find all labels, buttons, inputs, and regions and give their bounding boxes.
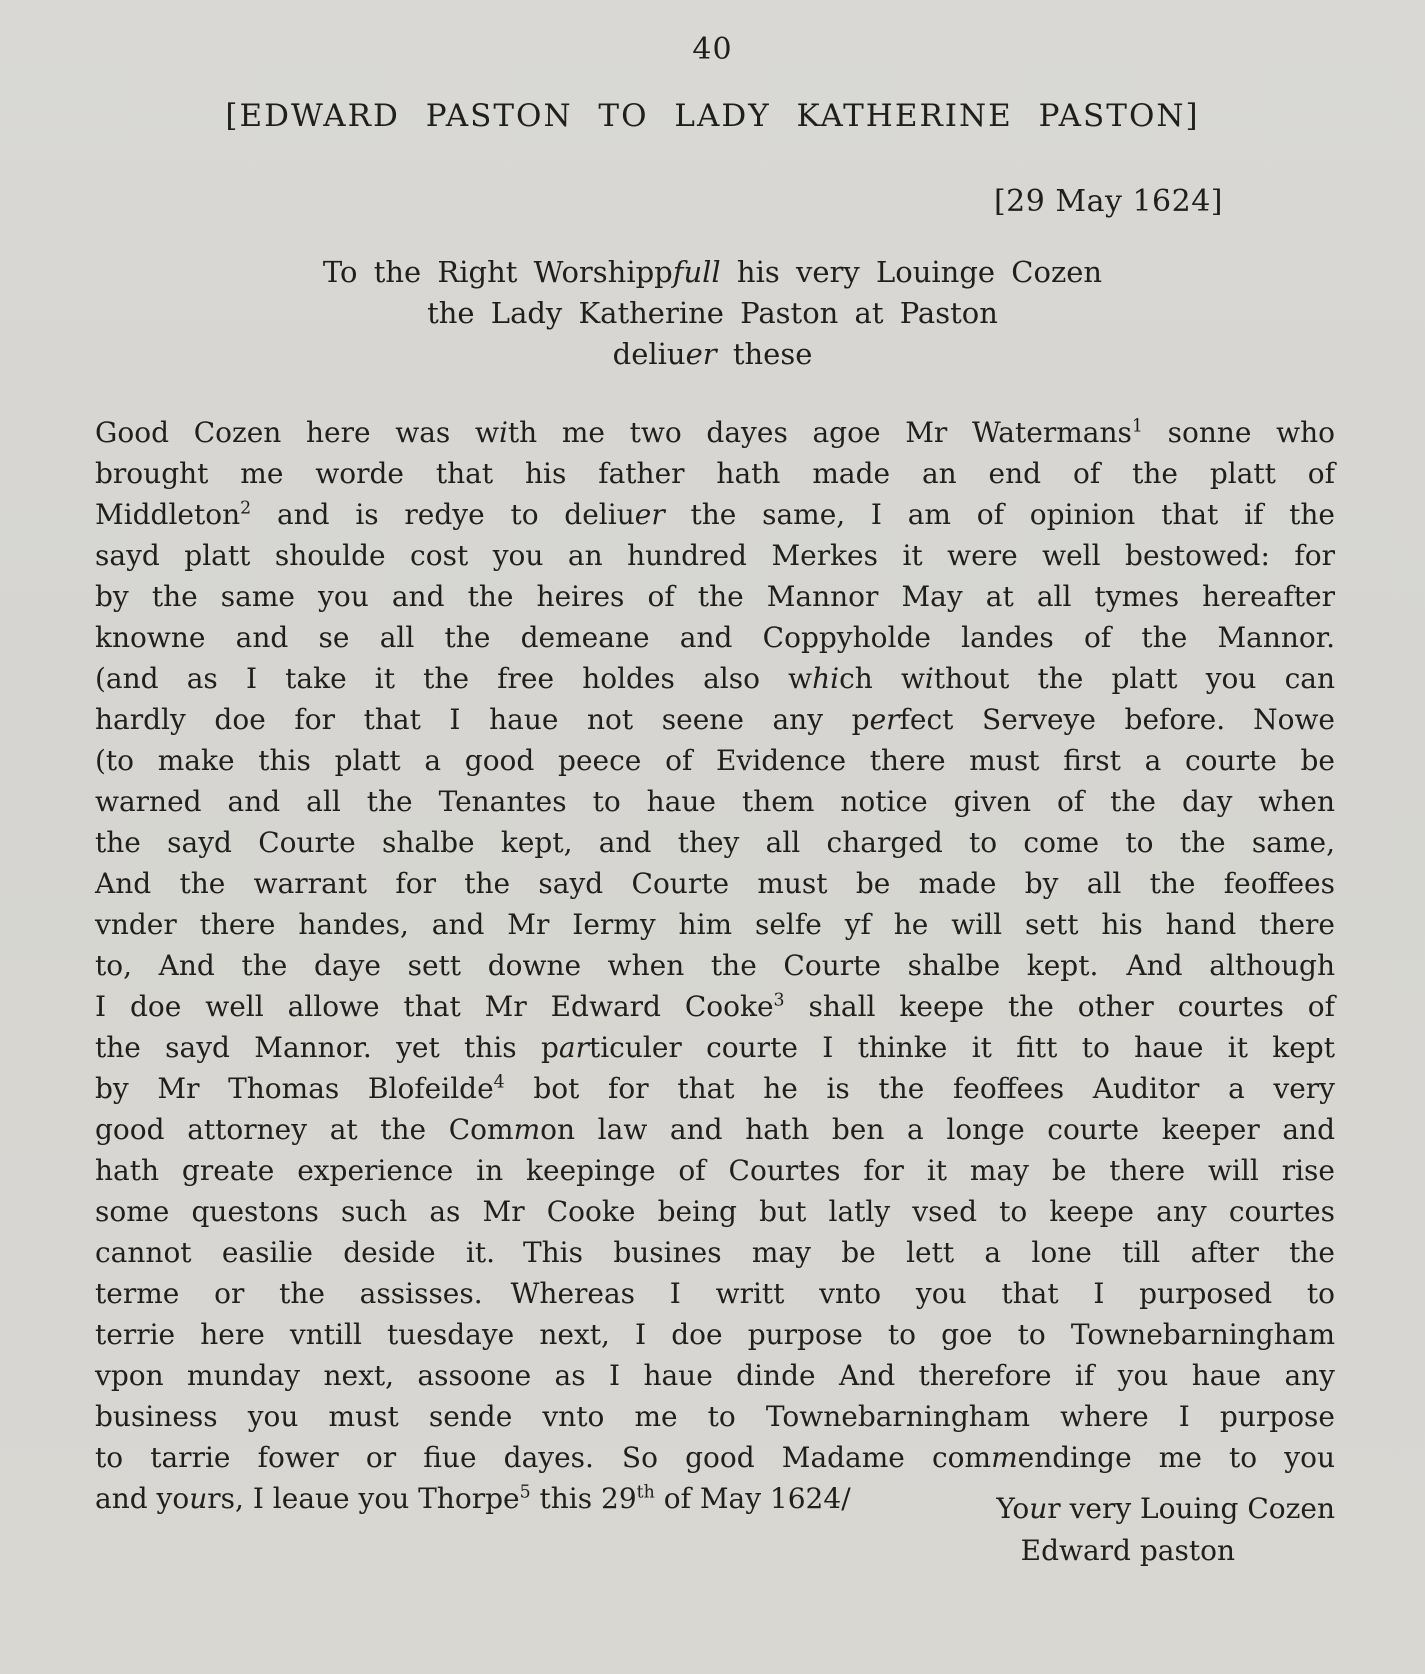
text-run: Good Cozen here was w xyxy=(95,416,499,449)
italic-expansion: m xyxy=(513,1113,541,1146)
body-line xyxy=(95,535,1335,576)
closing-line xyxy=(95,1530,1335,1572)
text-run: hath greate experience in keepinge of Courtes for it may be there will rise xyxy=(95,1154,1335,1187)
letter-body xyxy=(95,412,1335,1519)
text-run: some questons such as Mr Cooke being but latly vsed to keepe any courtes xyxy=(95,1195,1335,1228)
superscript-note: 2 xyxy=(240,498,252,519)
closing-line xyxy=(95,1488,1335,1530)
superscript-note: 3 xyxy=(773,990,785,1011)
text-run: Edward paston xyxy=(1020,1534,1235,1567)
text-run: rs, I leaue you Thorpe xyxy=(207,1482,520,1515)
body-line xyxy=(95,1150,1335,1191)
text-run: (and as I take it the free holdes also w xyxy=(95,662,813,695)
text-run: sayd platt shoulde cost you an hundred Merkes it were well bestowed: for xyxy=(95,539,1335,572)
italic-expansion: full xyxy=(672,255,721,289)
text-run: fect Serveye before. Nowe xyxy=(899,703,1336,736)
text-run: good attorney at the Com xyxy=(95,1113,514,1146)
body-line xyxy=(95,1396,1335,1437)
address-line xyxy=(0,293,1425,334)
text-run: vnder there handes, and Mr Iermy him selfe yf he will sett his hand there xyxy=(95,908,1335,941)
text-run: of May 1624/ xyxy=(654,1482,851,1515)
text-run: I doe well allowe that Mr Edward Cooke xyxy=(95,990,774,1023)
body-line xyxy=(95,412,1335,453)
superscript-note: 4 xyxy=(493,1072,505,1093)
body-line xyxy=(95,904,1335,945)
body-line xyxy=(95,1027,1335,1068)
text-run: to tarrie fower or fiue dayes. So good Madame com xyxy=(95,1441,992,1474)
address-block xyxy=(0,252,1425,375)
text-run: terme or the assisses. Whereas I writt vnto you that I purposed to xyxy=(95,1277,1335,1310)
body-line xyxy=(95,658,1335,699)
body-line xyxy=(95,1437,1335,1478)
body-line xyxy=(95,576,1335,617)
body-line xyxy=(95,1109,1335,1150)
body-line xyxy=(95,699,1335,740)
italic-expansion: hi xyxy=(812,662,840,695)
text-run: endinge me to you xyxy=(1017,1441,1335,1474)
text-run: this 29 xyxy=(530,1482,637,1515)
italic-expansion: er xyxy=(634,498,665,531)
italic-expansion: ar xyxy=(558,1031,589,1064)
text-run: To the Right Worshipp xyxy=(322,255,673,289)
italic-expansion: i xyxy=(498,416,508,449)
body-line xyxy=(95,494,1335,535)
text-run: (to make this platt a good peece of Evidence there must first a courte be xyxy=(95,744,1335,777)
text-run: deliu xyxy=(612,337,686,371)
body-line xyxy=(95,453,1335,494)
address-line xyxy=(0,334,1425,375)
text-run: r very Louing Cozen xyxy=(1047,1492,1335,1525)
text-run: the same, I am of opinion that if the xyxy=(664,498,1335,531)
text-run: Middleton xyxy=(95,498,241,531)
body-line xyxy=(95,781,1335,822)
superscript-note: th xyxy=(636,1482,655,1503)
text-run: the sayd Courte shalbe kept, and they all charged to come to the same, xyxy=(95,826,1335,859)
body-line xyxy=(95,1068,1335,1109)
body-line xyxy=(95,740,1335,781)
page-number: 40 xyxy=(692,32,733,67)
italic-expansion: u xyxy=(1029,1492,1048,1525)
text-run: ch w xyxy=(839,662,925,695)
superscript-note: 1 xyxy=(1131,416,1143,437)
text-run: shall keepe the other courtes of xyxy=(784,990,1335,1023)
text-run: warned and all the Tenantes to haue them notice given of the day when xyxy=(95,785,1335,818)
body-line xyxy=(95,1355,1335,1396)
italic-expansion: i xyxy=(924,662,934,695)
body-line xyxy=(95,1191,1335,1232)
text-run: th me two dayes agoe Mr Watermans xyxy=(507,416,1132,449)
address-line xyxy=(0,252,1425,293)
letter-title: [EDWARD PASTON TO LADY KATHERINE PASTON] xyxy=(225,98,1200,134)
italic-expansion: er xyxy=(685,337,717,371)
body-line xyxy=(95,945,1335,986)
italic-expansion: er xyxy=(869,703,900,736)
text-run: hardly doe for that I haue not seene any p xyxy=(95,703,870,736)
text-run: and yo xyxy=(95,1482,190,1515)
text-run: these xyxy=(716,337,813,371)
text-run: his very Louinge Cozen xyxy=(720,255,1103,289)
body-line xyxy=(95,1232,1335,1273)
body-line xyxy=(95,863,1335,904)
text-run: by Mr Thomas Blofeilde xyxy=(95,1072,494,1105)
text-run: the sayd Mannor. yet this p xyxy=(95,1031,559,1064)
body-line xyxy=(95,986,1335,1027)
body-line xyxy=(95,822,1335,863)
body-line xyxy=(95,1314,1335,1355)
body-line xyxy=(95,1273,1335,1314)
text-run: the Lady Katherine Paston at Paston xyxy=(427,296,998,330)
text-run: by the same you and the heires of the Mannor May at all tymes hereafter xyxy=(95,580,1335,613)
text-run: thout the platt you can xyxy=(933,662,1335,695)
text-run: terrie here vntill tuesdaye next, I doe purpose to goe to Townebarningham xyxy=(95,1318,1335,1351)
superscript-note: 5 xyxy=(519,1482,531,1503)
text-run: bot for that he is the feoffees Auditor a very xyxy=(504,1072,1336,1105)
text-run: And the warrant for the sayd Courte must be made by all the feoffees xyxy=(95,867,1335,900)
text-run: on law and hath ben a longe courte keeper and xyxy=(540,1113,1335,1146)
text-run: brought me worde that his father hath made an end of the platt of xyxy=(95,457,1335,490)
text-run: Yo xyxy=(996,1492,1030,1525)
closing-block xyxy=(95,1488,1335,1572)
italic-expansion: m xyxy=(991,1441,1018,1474)
text-run: business you must sende vnto me to Townebarningham where I purpose xyxy=(95,1400,1335,1433)
text-run: cannot easilie deside it. This busines may be lett a lone till after the xyxy=(95,1236,1335,1269)
letter-date: [29 May 1624] xyxy=(993,184,1223,219)
text-run: to, And the daye sett downe when the Courte shalbe kept. And although xyxy=(95,949,1335,982)
text-run: knowne and se all the demeane and Coppyholde landes of the Mannor. xyxy=(95,621,1335,654)
body-line xyxy=(95,617,1335,658)
text-run: sonne who xyxy=(1142,416,1335,449)
italic-expansion: u xyxy=(189,1482,208,1515)
text-run: and is redye to deliu xyxy=(251,498,635,531)
text-run: ticuler courte I thinke it fitt to haue it kept xyxy=(588,1031,1335,1064)
text-run: vpon munday next, assoone as I haue dinde And therefore if you haue any xyxy=(95,1359,1335,1392)
